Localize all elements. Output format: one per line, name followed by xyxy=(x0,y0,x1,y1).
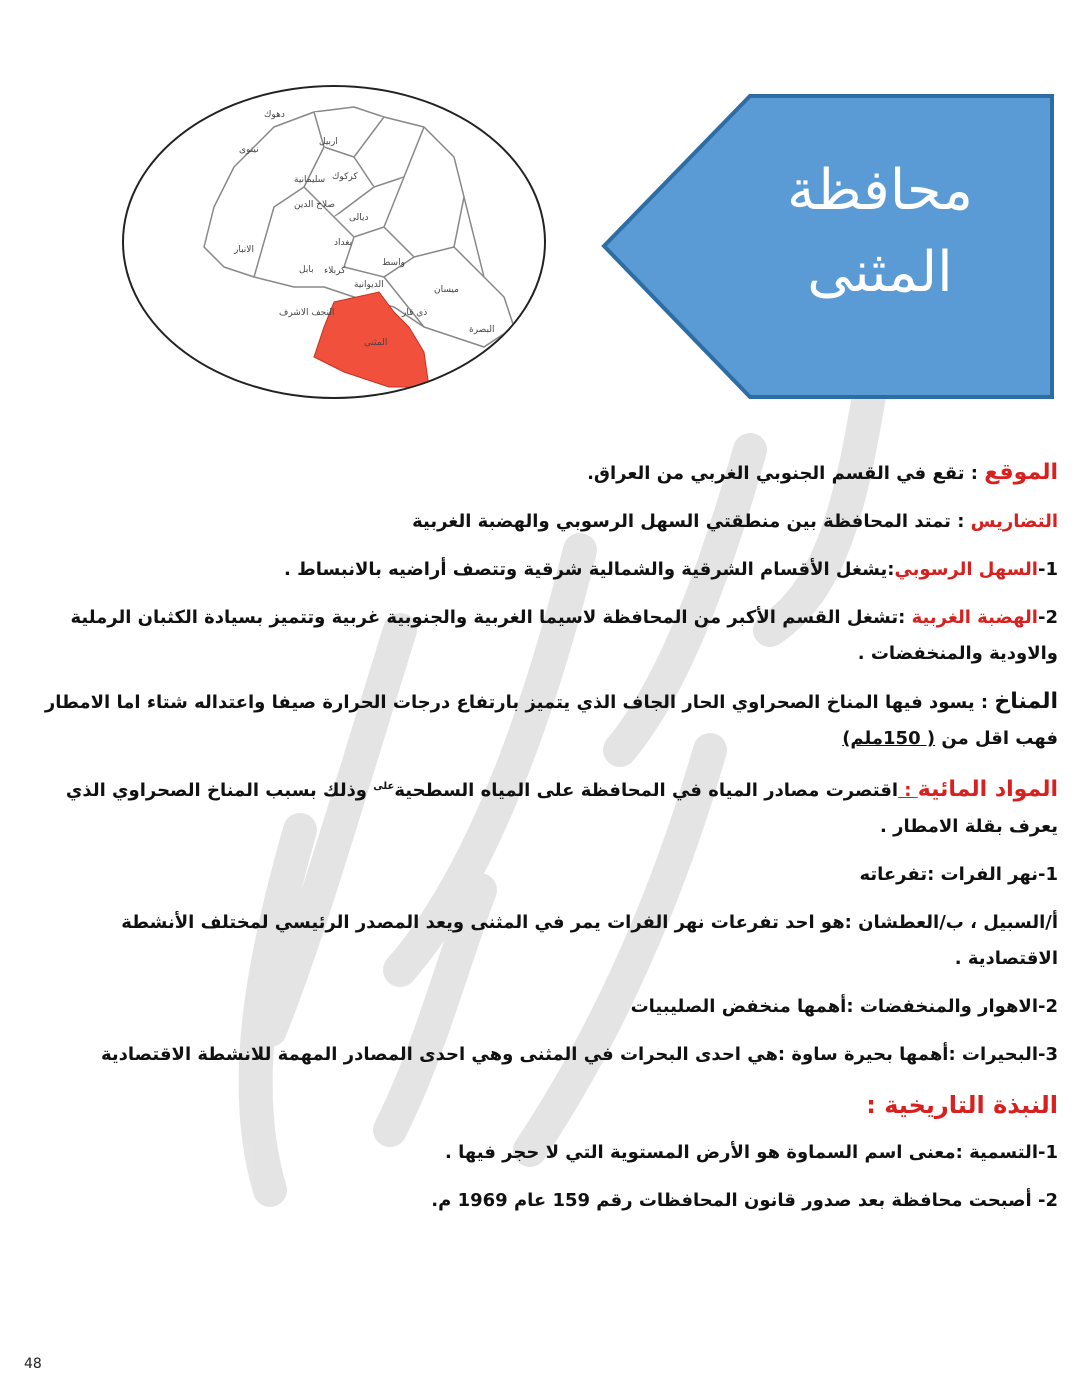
terrain-label: التضاريس xyxy=(970,511,1058,532)
map-label-basra: البصرة xyxy=(469,325,495,335)
map-label-baghdad: بغداد xyxy=(334,238,353,248)
iraq-map xyxy=(122,85,546,399)
map-label-karbala: كربلاء xyxy=(324,266,346,276)
plateau-text: :تشغل القسم الأكبر من المحافظة لاسيما الغربية والجنوبية غربية وتتميز بسيادة الكثبان الرملية والاودية والمنخفضات . xyxy=(70,607,1058,664)
history-heading: النبذة التاريخية : xyxy=(866,1091,1058,1119)
location-sep: : xyxy=(964,463,985,484)
governorate-paragraph: 2- أصبحت محافظة بعد صدور قانون المحافظات رقم 159 عام 1969 م. xyxy=(431,1190,1058,1211)
iraq-map-drawing xyxy=(124,87,544,397)
climate-label: المناخ xyxy=(994,689,1058,714)
naming-paragraph: 1-التسمية :معنى اسم السماوة هو الأرض المستوية التي لا حجر فيها . xyxy=(445,1142,1058,1163)
banner-title-line1: محافظة xyxy=(787,158,973,223)
water-label: المواد المائية xyxy=(917,777,1058,802)
terrain-text: تمتد المحافظة بين منطقتي السهل الرسوبي والهضبة الغربية xyxy=(412,511,951,532)
map-label-kirkuk: كركوك xyxy=(332,172,358,182)
climate-sep: : xyxy=(974,692,995,713)
marshes-paragraph: 2-الاهوار والمنخفضات :أهمها منخفض الصليبيات xyxy=(630,996,1058,1017)
water-text-before: اقتصرت مصادر المياه في المحافظة على المياه السطحية xyxy=(394,780,899,801)
location-paragraph xyxy=(42,455,1058,492)
map-label-najaf: النجف الاشرف xyxy=(279,308,335,318)
map-label-sulaymaniyah: سليمانية xyxy=(294,175,326,185)
climate-paragraph xyxy=(42,684,1058,757)
location-text: تقع في القسم الجنوبي الغربي من العراق. xyxy=(587,463,965,484)
water-sep: : xyxy=(898,780,918,801)
branches-paragraph: أ/السبيل ، ب/العطشان :هو احد تفرعات نهر الفرات يمر في المثنى ويعد المصدر الرئيسي لمختلف الأنشطة الاقتصادية . xyxy=(121,912,1058,969)
euphrates-paragraph: 1-نهر الفرات :تفرعاته xyxy=(859,864,1058,885)
plain-label: السهل الرسوبي xyxy=(894,559,1038,580)
map-label-wasit: واسط xyxy=(382,258,405,268)
banner-title-line2: المثنى xyxy=(807,240,953,305)
map-label-salahaddin: صلاح الدين xyxy=(294,200,336,210)
terrain-paragraph xyxy=(42,504,1058,540)
plain-paragraph xyxy=(42,552,1058,588)
climate-amount: ( 150ملم) xyxy=(842,728,936,749)
location-label: الموقع xyxy=(984,460,1058,485)
map-label-babil: بابل xyxy=(299,265,314,275)
map-label-erbil: اربيل xyxy=(319,137,338,147)
water-paragraph xyxy=(42,769,1058,845)
map-label-muthanna: المثنى xyxy=(364,338,388,348)
plateau-paragraph xyxy=(42,600,1058,672)
plain-text: :يشغل الأقسام الشرقية والشمالية شرقية وتتصف أراضيه بالانبساط . xyxy=(283,559,895,580)
main-content xyxy=(42,455,1058,1231)
map-label-diyala: ديالى xyxy=(349,213,369,223)
plateau-label: الهضبة الغربية xyxy=(911,607,1038,628)
water-sup: على xyxy=(373,781,395,792)
map-label-maysan: ميسان xyxy=(434,285,459,295)
map-label-nineveh: نينوى xyxy=(239,145,259,155)
page-number: 48 xyxy=(24,1356,42,1372)
plain-num: 1- xyxy=(1037,559,1058,580)
map-label-anbar: الانبار xyxy=(234,245,254,255)
plateau-num: 2- xyxy=(1037,607,1058,628)
banner-title xyxy=(760,150,1000,314)
map-label-dhiqar: ذي قار xyxy=(402,308,428,318)
terrain-sep: : xyxy=(950,511,971,532)
climate-text: يسود فيها المناخ الصحراوي الحار الجاف الذي يتميز بارتفاع درجات الحرارة صيفا واعتداله شتاء اما الامطار فهب اقل من xyxy=(44,692,1058,749)
water-text-after: وذلك بسبب المناخ الصحراوي الذي يعرف بقلة الامطار . xyxy=(65,780,1058,837)
map-label-diwaniyah: الديوانية xyxy=(354,280,384,290)
lakes-paragraph: 3-البحيرات :أهمها بحيرة ساوة :هي احدى البحرات في المثنى وهي احدى المصادر المهمة للانشطة الاقتصادية xyxy=(101,1044,1058,1065)
map-label-dohuk: دهوك xyxy=(264,110,285,120)
